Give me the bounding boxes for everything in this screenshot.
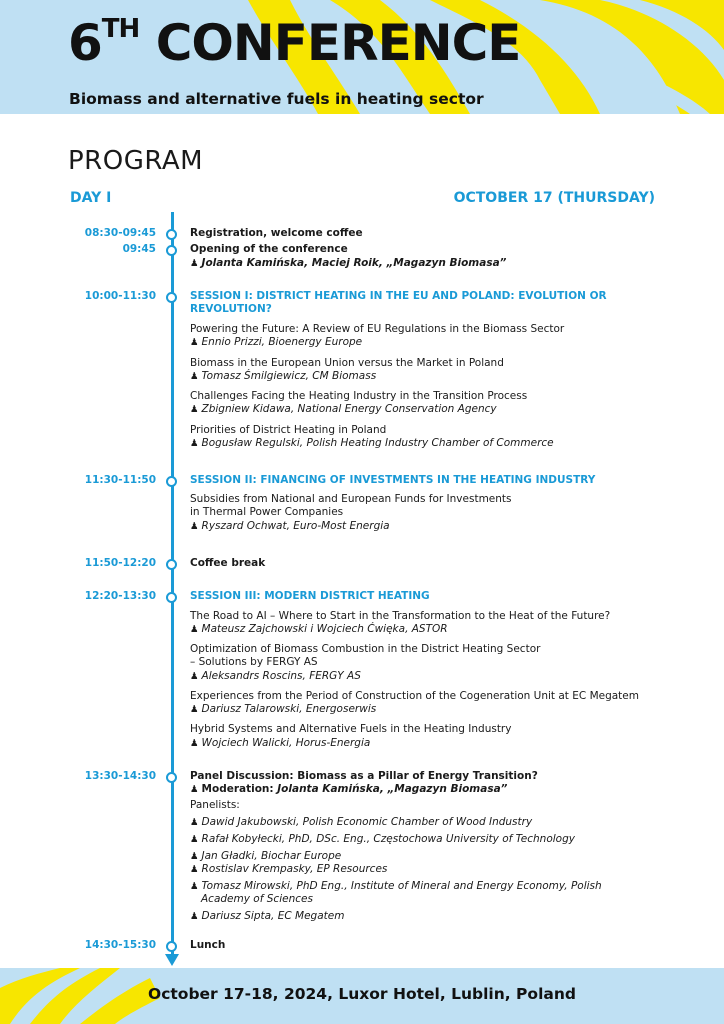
person-icon: ♟ [190, 671, 199, 682]
session-title: SESSION I: DISTRICT HEATING IN THE EU AND POLAND: EVOLUTION OR [190, 290, 607, 302]
slot-time: 13:30-14:30 [84, 770, 156, 782]
panelist-cont: Academy of Sciences [201, 893, 313, 905]
slot-time: 09:45 [122, 243, 156, 255]
session-title: SESSION III: MODERN DISTRICT HEATING [190, 590, 430, 602]
slot-title: Lunch [190, 939, 226, 951]
speaker-line: ♟ Jolanta Kamińska, Maciej Roik, „Magazyn Biomasa” [190, 257, 507, 269]
speaker-line: ♟ Wojciech Walicki, Horus-Energia [190, 737, 371, 749]
speaker-line: ♟ Mateusz Zajchowski i Wojciech Ćwięka, ASTOR [190, 623, 448, 635]
timeline-dot [166, 245, 177, 256]
person-icon: ♟ [190, 371, 199, 382]
person-icon: ♟ [190, 704, 199, 715]
footer-banner [0, 968, 724, 1024]
talk-title: Subsidies from National and European Funds for Investments [190, 493, 512, 505]
talk-title: Biomass in the European Union versus the Market in Poland [190, 357, 504, 369]
day-label: DAY I [70, 190, 112, 206]
timeline-dot [166, 592, 177, 603]
panelist: ♟ Tomasz Mirowski, PhD Eng., Institute of Mineral and Energy Economy, Polish [190, 880, 602, 892]
speaker-line: ♟ Aleksandrs Roscins, FERGY AS [190, 670, 361, 682]
session-title-cont: REVOLUTION? [190, 303, 272, 315]
timeline-dot [166, 772, 177, 783]
timeline-dot [166, 559, 177, 570]
slot-time: 08:30-09:45 [84, 227, 156, 239]
speaker-line: ♟ Ennio Prizzi, Bioenergy Europe [190, 336, 363, 348]
talk-title-cont: – Solutions by FERGY AS [190, 656, 318, 668]
person-icon: ♟ [190, 817, 199, 828]
event-details: October 17-18, 2024, Luxor Hotel, Lublin, Poland [148, 985, 576, 1003]
person-icon: ♟ [190, 738, 199, 749]
panelist: ♟ Dariusz Sipta, EC Megatem [190, 910, 345, 922]
panelist: ♟ Rafał Kobyłecki, PhD, DSc. Eng., Częstochowa University of Technology [190, 833, 575, 845]
date-label: OCTOBER 17 (THURSDAY) [453, 190, 655, 206]
slot-title: Coffee break [190, 557, 266, 569]
arrow-down-icon [165, 954, 179, 966]
panelist: ♟ Jan Gładki, Biochar Europe [190, 850, 342, 862]
moderation-line: ♟ Moderation: Jolanta Kamińska, „Magazyn Biomasa” [190, 783, 508, 795]
talk-title: Experiences from the Period of Construction of the Cogeneration Unit at EC Megatem [190, 690, 639, 702]
talk-title: The Road to AI – Where to Start in the Transformation to the Heat of the Future? [190, 610, 611, 622]
person-icon: ♟ [190, 404, 199, 415]
timeline-dot [166, 941, 177, 952]
talk-title: Priorities of District Heating in Poland [190, 424, 387, 436]
timeline-dot [166, 229, 177, 240]
person-icon: ♟ [190, 337, 199, 348]
person-icon: ♟ [190, 864, 199, 875]
talk-title: Challenges Facing the Heating Industry in the Transition Process [190, 390, 528, 402]
timeline-dot [166, 292, 177, 303]
speaker-line: ♟ Dariusz Talarowski, Energoserwis [190, 703, 377, 715]
session-title: SESSION II: FINANCING OF INVESTMENTS IN THE HEATING INDUSTRY [190, 474, 596, 486]
slot-time: 11:30-11:50 [84, 474, 156, 486]
person-icon: ♟ [190, 258, 199, 269]
person-icon: ♟ [190, 438, 199, 449]
person-icon: ♟ [190, 911, 199, 922]
speaker-line: ♟ Bogusław Regulski, Polish Heating Industry Chamber of Commerce [190, 437, 554, 449]
panel-title: Panel Discussion: Biomass as a Pillar of Energy Transition? [190, 770, 538, 782]
person-icon: ♟ [190, 881, 199, 892]
slot-title: Opening of the conference [190, 243, 348, 255]
person-icon: ♟ [190, 624, 199, 635]
talk-title: Hybrid Systems and Alternative Fuels in the Heating Industry [190, 723, 512, 735]
talk-title: Optimization of Biomass Combustion in the District Heating Sector [190, 643, 541, 655]
slot-time: 12:20-13:30 [84, 590, 156, 602]
talk-title-cont: in Thermal Power Companies [190, 506, 344, 518]
slot-time: 11:50-12:20 [84, 557, 156, 569]
program-heading: PROGRAM [68, 146, 204, 176]
speaker-line: ♟ Zbigniew Kidawa, National Energy Conservation Agency [190, 403, 497, 415]
speaker-line: ♟ Tomasz Śmilgiewicz, CM Biomass [190, 370, 377, 382]
conference-title: 6TH CONFERENCE [68, 14, 521, 72]
person-icon: ♟ [190, 834, 199, 845]
conference-subtitle: Biomass and alternative fuels in heating sector [69, 90, 484, 108]
slot-time: 10:00-11:30 [84, 290, 156, 302]
panelists-label: Panelists: [190, 799, 240, 811]
panelist: ♟ Rostislav Krempasky, EP Resources [190, 863, 388, 875]
timeline-line [171, 212, 174, 958]
timeline-dot [166, 476, 177, 487]
speaker-line: ♟ Ryszard Ochwat, Euro-Most Energia [190, 520, 390, 532]
panelist: ♟ Dawid Jakubowski, Polish Economic Chamber of Wood Industry [190, 816, 533, 828]
header-banner [0, 0, 724, 114]
person-icon: ♟ [190, 784, 199, 795]
talk-title: Powering the Future: A Review of EU Regulations in the Biomass Sector [190, 323, 565, 335]
slot-title: Registration, welcome coffee [190, 227, 363, 239]
person-icon: ♟ [190, 851, 199, 862]
person-icon: ♟ [190, 521, 199, 532]
slot-time: 14:30-15:30 [84, 939, 156, 951]
